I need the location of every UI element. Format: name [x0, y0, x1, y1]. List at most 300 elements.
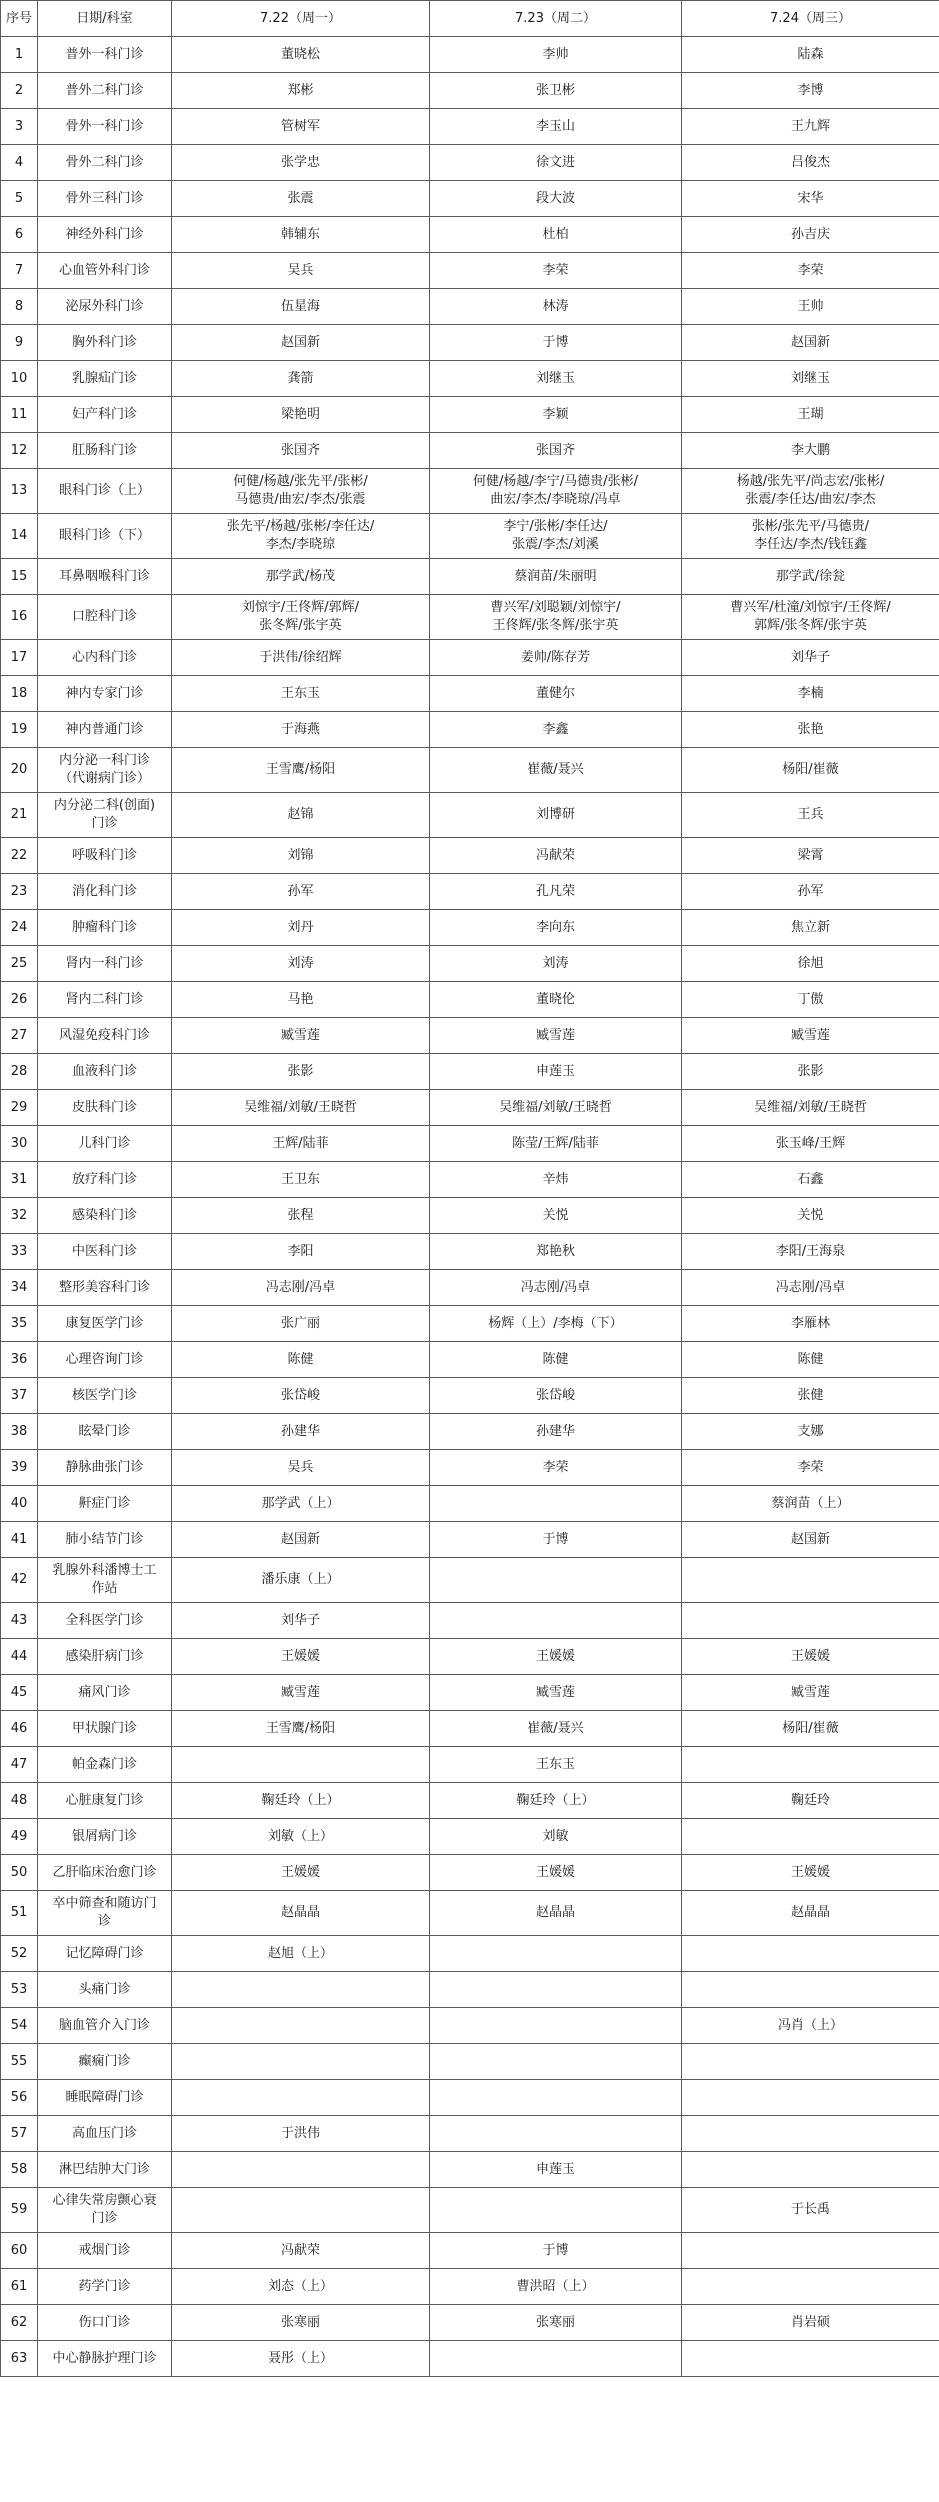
table-row: [1, 2044, 939, 2080]
day-2-doctors: [430, 1603, 682, 1639]
day-3-doctors: 那学武/徐瓮: [682, 559, 939, 595]
department-name: 骨外二科门诊: [38, 145, 172, 181]
department-name: 整形美容科门诊: [38, 1270, 172, 1306]
day-2-doctors: 董晓伦: [430, 982, 682, 1018]
day-3-doctors: [682, 1936, 939, 1972]
table-row: [1, 181, 939, 217]
department-name: 神内普通门诊: [38, 712, 172, 748]
department-name: 中心静脉护理门诊: [38, 2341, 172, 2377]
day-3-doctors: 丁傲: [682, 982, 939, 1018]
row-index: 44: [1, 1639, 38, 1675]
day-1-doctors: 那学武/杨茂: [172, 559, 430, 595]
day-1-doctors: 于洪伟/徐绍辉: [172, 640, 430, 676]
day-3-doctors: 宋华: [682, 181, 939, 217]
day-2-doctors: 张寒丽: [430, 2305, 682, 2341]
table-row: [1, 1234, 939, 1270]
department-name: 癫痫门诊: [38, 2044, 172, 2080]
department-name: 眼科门诊（下）: [38, 514, 172, 559]
row-index: 30: [1, 1126, 38, 1162]
row-index: 20: [1, 748, 38, 793]
table-row: [1, 2233, 939, 2269]
day-2-doctors: 李荣: [430, 253, 682, 289]
day-2-doctors: 于博: [430, 1522, 682, 1558]
day-3-doctors: 李阳/王海泉: [682, 1234, 939, 1270]
header-index: 序号: [1, 1, 38, 37]
row-index: 47: [1, 1747, 38, 1783]
day-2-doctors: 冯志刚/冯卓: [430, 1270, 682, 1306]
day-1-doctors: 那学武（上）: [172, 1486, 430, 1522]
day-3-doctors: 李荣: [682, 1450, 939, 1486]
day-1-doctors: 赵国新: [172, 1522, 430, 1558]
department-name: 痛风门诊: [38, 1675, 172, 1711]
day-3-doctors: 王帅: [682, 289, 939, 325]
department-name: 头痛门诊: [38, 1972, 172, 2008]
table-row: [1, 748, 939, 793]
table-row: [1, 1558, 939, 1603]
department-name: 口腔科门诊: [38, 595, 172, 640]
day-1-doctors: 聂彤（上）: [172, 2341, 430, 2377]
table-row: [1, 361, 939, 397]
table-row: [1, 910, 939, 946]
day-3-doctors: [682, 2152, 939, 2188]
day-3-doctors: 曹兴军/杜潼/刘惊宇/王佟辉/ 郭辉/张冬辉/张宇英: [682, 595, 939, 640]
day-3-doctors: [682, 2341, 939, 2377]
day-1-doctors: 王卫东: [172, 1162, 430, 1198]
day-2-doctors: 赵晶晶: [430, 1891, 682, 1936]
department-name: 银屑病门诊: [38, 1819, 172, 1855]
day-2-doctors: 辛炜: [430, 1162, 682, 1198]
day-3-doctors: 刘继玉: [682, 361, 939, 397]
day-1-doctors: 马艳: [172, 982, 430, 1018]
row-index: 6: [1, 217, 38, 253]
table-row: [1, 2341, 939, 2377]
day-3-doctors: 李楠: [682, 676, 939, 712]
department-name: 心血管外科门诊: [38, 253, 172, 289]
day-2-doctors: [430, 1972, 682, 2008]
department-name: 骨外一科门诊: [38, 109, 172, 145]
day-3-doctors: 陆森: [682, 37, 939, 73]
day-2-doctors: 刘继玉: [430, 361, 682, 397]
day-1-doctors: 王媛媛: [172, 1639, 430, 1675]
day-2-doctors: 蔡润苗/朱丽明: [430, 559, 682, 595]
day-2-doctors: 王媛媛: [430, 1855, 682, 1891]
department-name: 妇产科门诊: [38, 397, 172, 433]
table-row: [1, 838, 939, 874]
day-2-doctors: 林涛: [430, 289, 682, 325]
table-row: [1, 640, 939, 676]
day-1-doctors: 吴兵: [172, 1450, 430, 1486]
schedule-rows: [1, 37, 939, 2377]
department-name: 静脉曲张门诊: [38, 1450, 172, 1486]
day-3-doctors: 陈健: [682, 1342, 939, 1378]
header-day-2: 7.23（周二）: [430, 1, 682, 37]
table-row: [1, 793, 939, 838]
day-1-doctors: 刘锦: [172, 838, 430, 874]
department-name: 药学门诊: [38, 2269, 172, 2305]
row-index: 52: [1, 1936, 38, 1972]
day-3-doctors: 杨阳/崔薇: [682, 748, 939, 793]
row-index: 58: [1, 2152, 38, 2188]
table-row: [1, 1342, 939, 1378]
row-index: 2: [1, 73, 38, 109]
day-1-doctors: 冯献荣: [172, 2233, 430, 2269]
table-row: [1, 469, 939, 514]
day-2-doctors: 姜帅/陈存芳: [430, 640, 682, 676]
day-3-doctors: [682, 1603, 939, 1639]
row-index: 16: [1, 595, 38, 640]
day-1-doctors: 伍星海: [172, 289, 430, 325]
day-2-doctors: 李向东: [430, 910, 682, 946]
table-row: [1, 2008, 939, 2044]
department-name: 风湿免疫科门诊: [38, 1018, 172, 1054]
table-row: [1, 595, 939, 640]
table-row: [1, 433, 939, 469]
table-row: [1, 982, 939, 1018]
day-3-doctors: 杨阳/崔薇: [682, 1711, 939, 1747]
department-name: 肛肠科门诊: [38, 433, 172, 469]
day-3-doctors: 徐旭: [682, 946, 939, 982]
day-1-doctors: 刘丹: [172, 910, 430, 946]
day-1-doctors: 张影: [172, 1054, 430, 1090]
day-3-doctors: 鞠廷玲: [682, 1783, 939, 1819]
day-1-doctors: 王辉/陆菲: [172, 1126, 430, 1162]
department-name: 放疗科门诊: [38, 1162, 172, 1198]
day-2-doctors: 鞠廷玲（上）: [430, 1783, 682, 1819]
day-2-doctors: 申莲玉: [430, 1054, 682, 1090]
day-3-doctors: 李大鹏: [682, 433, 939, 469]
table-row: [1, 1054, 939, 1090]
day-3-doctors: 杨越/张先平/尚志宏/张彬/ 张震/李任达/曲宏/李杰: [682, 469, 939, 514]
day-3-doctors: 张彬/张先平/马德贵/ 李任达/李杰/钱钰鑫: [682, 514, 939, 559]
day-3-doctors: [682, 2116, 939, 2152]
table-row: [1, 73, 939, 109]
day-1-doctors: [172, 1972, 430, 2008]
department-name: 记忆障碍门诊: [38, 1936, 172, 1972]
day-3-doctors: 焦立新: [682, 910, 939, 946]
day-1-doctors: 刘敏（上）: [172, 1819, 430, 1855]
department-name: 乳腺疝门诊: [38, 361, 172, 397]
day-1-doctors: 吴兵: [172, 253, 430, 289]
department-name: 戒烟门诊: [38, 2233, 172, 2269]
day-1-doctors: 龚箭: [172, 361, 430, 397]
day-1-doctors: 赵旭（上）: [172, 1936, 430, 1972]
table-row: [1, 1603, 939, 1639]
table-row: [1, 217, 939, 253]
day-2-doctors: 李颖: [430, 397, 682, 433]
department-name: 伤口门诊: [38, 2305, 172, 2341]
day-2-doctors: 曹洪昭（上）: [430, 2269, 682, 2305]
day-3-doctors: 于长禹: [682, 2188, 939, 2233]
department-name: 肺小结节门诊: [38, 1522, 172, 1558]
day-2-doctors: 张国齐: [430, 433, 682, 469]
header-day-1: 7.22（周一）: [172, 1, 430, 37]
day-3-doctors: 李雁林: [682, 1306, 939, 1342]
department-name: 卒中筛查和随访门 诊: [38, 1891, 172, 1936]
department-name: 肿瘤科门诊: [38, 910, 172, 946]
department-name: 中医科门诊: [38, 1234, 172, 1270]
department-name: 内分泌一科门诊 （代谢病门诊）: [38, 748, 172, 793]
day-3-doctors: 吕俊杰: [682, 145, 939, 181]
row-index: 10: [1, 361, 38, 397]
row-index: 33: [1, 1234, 38, 1270]
day-3-doctors: 赵国新: [682, 1522, 939, 1558]
day-2-doctors: 李帅: [430, 37, 682, 73]
day-1-doctors: [172, 2008, 430, 2044]
department-name: 眩晕门诊: [38, 1414, 172, 1450]
day-2-doctors: [430, 1486, 682, 1522]
department-name: 眼科门诊（上）: [38, 469, 172, 514]
day-1-doctors: 王东玉: [172, 676, 430, 712]
day-3-doctors: 王媛媛: [682, 1639, 939, 1675]
department-name: 胸外科门诊: [38, 325, 172, 361]
department-name: 内分泌二科(创面) 门诊: [38, 793, 172, 838]
department-name: 淋巴结肿大门诊: [38, 2152, 172, 2188]
day-2-doctors: 刘博研: [430, 793, 682, 838]
department-name: 心脏康复门诊: [38, 1783, 172, 1819]
row-index: 21: [1, 793, 38, 838]
day-1-doctors: 张国齐: [172, 433, 430, 469]
day-3-doctors: 肖岩硕: [682, 2305, 939, 2341]
table-row: [1, 1378, 939, 1414]
day-1-doctors: 张广丽: [172, 1306, 430, 1342]
row-index: 13: [1, 469, 38, 514]
day-2-doctors: 郑艳秋: [430, 1234, 682, 1270]
department-name: 皮肤科门诊: [38, 1090, 172, 1126]
day-3-doctors: [682, 1819, 939, 1855]
department-name: 乳腺外科潘博士工 作站: [38, 1558, 172, 1603]
day-1-doctors: 梁艳明: [172, 397, 430, 433]
day-1-doctors: 赵晶晶: [172, 1891, 430, 1936]
day-2-doctors: [430, 2044, 682, 2080]
row-index: 7: [1, 253, 38, 289]
day-1-doctors: 韩辅东: [172, 217, 430, 253]
day-3-doctors: 赵晶晶: [682, 1891, 939, 1936]
row-index: 27: [1, 1018, 38, 1054]
day-3-doctors: 支娜: [682, 1414, 939, 1450]
day-3-doctors: [682, 2044, 939, 2080]
table-row: [1, 1270, 939, 1306]
department-name: 骨外三科门诊: [38, 181, 172, 217]
day-2-doctors: 臧雪莲: [430, 1018, 682, 1054]
table-row: [1, 676, 939, 712]
table-row: [1, 1162, 939, 1198]
row-index: 32: [1, 1198, 38, 1234]
row-index: 50: [1, 1855, 38, 1891]
day-1-doctors: 刘态（上）: [172, 2269, 430, 2305]
department-name: 感染科门诊: [38, 1198, 172, 1234]
day-2-doctors: 于博: [430, 325, 682, 361]
day-1-doctors: 张震: [172, 181, 430, 217]
day-2-doctors: [430, 1558, 682, 1603]
day-1-doctors: 刘惊宇/王佟辉/郭辉/ 张冬辉/张宇英: [172, 595, 430, 640]
table-row: [1, 1126, 939, 1162]
table-row: [1, 1819, 939, 1855]
table-row: [1, 1090, 939, 1126]
day-1-doctors: 管树军: [172, 109, 430, 145]
header-department: 日期/科室: [38, 1, 172, 37]
row-index: 24: [1, 910, 38, 946]
department-name: 康复医学门诊: [38, 1306, 172, 1342]
table-row: [1, 1450, 939, 1486]
table-row: [1, 1018, 939, 1054]
day-1-doctors: 冯志刚/冯卓: [172, 1270, 430, 1306]
day-3-doctors: 张影: [682, 1054, 939, 1090]
department-name: 乙肝临床治愈门诊: [38, 1855, 172, 1891]
department-name: 肾内二科门诊: [38, 982, 172, 1018]
day-2-doctors: 于博: [430, 2233, 682, 2269]
day-2-doctors: 王媛媛: [430, 1639, 682, 1675]
day-2-doctors: 李鑫: [430, 712, 682, 748]
day-1-doctors: 于洪伟: [172, 2116, 430, 2152]
day-1-doctors: [172, 2044, 430, 2080]
row-index: 49: [1, 1819, 38, 1855]
row-index: 59: [1, 2188, 38, 2233]
day-2-doctors: 王东玉: [430, 1747, 682, 1783]
day-3-doctors: [682, 1558, 939, 1603]
table-row: [1, 2152, 939, 2188]
day-1-doctors: 张学忠: [172, 145, 430, 181]
day-2-doctors: 冯献荣: [430, 838, 682, 874]
day-1-doctors: 于海燕: [172, 712, 430, 748]
table-row: [1, 1414, 939, 1450]
table-row: [1, 2269, 939, 2305]
row-index: 34: [1, 1270, 38, 1306]
header-row: [1, 1, 939, 37]
table-row: [1, 1675, 939, 1711]
table-row: [1, 1891, 939, 1936]
day-1-doctors: 鞠廷玲（上）: [172, 1783, 430, 1819]
day-3-doctors: 臧雪莲: [682, 1675, 939, 1711]
day-1-doctors: 王雪鹰/杨阳: [172, 748, 430, 793]
day-1-doctors: [172, 1747, 430, 1783]
department-name: 肾内一科门诊: [38, 946, 172, 982]
table-row: [1, 1306, 939, 1342]
table-row: [1, 1711, 939, 1747]
day-2-doctors: 崔薇/聂兴: [430, 1711, 682, 1747]
day-2-doctors: 张卫彬: [430, 73, 682, 109]
department-name: 脑血管介入门诊: [38, 2008, 172, 2044]
day-3-doctors: 刘华子: [682, 640, 939, 676]
department-name: 血液科门诊: [38, 1054, 172, 1090]
department-name: 耳鼻咽喉科门诊: [38, 559, 172, 595]
day-2-doctors: 李荣: [430, 1450, 682, 1486]
table-row: [1, 2116, 939, 2152]
day-3-doctors: 王兵: [682, 793, 939, 838]
table-row: [1, 1747, 939, 1783]
department-name: 神经外科门诊: [38, 217, 172, 253]
row-index: 12: [1, 433, 38, 469]
row-index: 4: [1, 145, 38, 181]
row-index: 14: [1, 514, 38, 559]
table-row: [1, 559, 939, 595]
row-index: 23: [1, 874, 38, 910]
row-index: 51: [1, 1891, 38, 1936]
day-1-doctors: 赵锦: [172, 793, 430, 838]
day-2-doctors: 董健尔: [430, 676, 682, 712]
department-name: 消化科门诊: [38, 874, 172, 910]
day-3-doctors: 王瑚: [682, 397, 939, 433]
department-name: 心律失常房颤心衰 门诊: [38, 2188, 172, 2233]
day-1-doctors: [172, 2152, 430, 2188]
day-3-doctors: 李博: [682, 73, 939, 109]
day-1-doctors: 张程: [172, 1198, 430, 1234]
day-3-doctors: 张健: [682, 1378, 939, 1414]
day-1-doctors: 王雪鹰/杨阳: [172, 1711, 430, 1747]
department-name: 普外二科门诊: [38, 73, 172, 109]
day-2-doctors: 张岱峻: [430, 1378, 682, 1414]
day-1-doctors: [172, 2080, 430, 2116]
day-2-doctors: 吴维福/刘敏/王晓哲: [430, 1090, 682, 1126]
table-row: [1, 1936, 939, 1972]
table-row: [1, 2188, 939, 2233]
row-index: 9: [1, 325, 38, 361]
row-index: 41: [1, 1522, 38, 1558]
department-name: 感染肝病门诊: [38, 1639, 172, 1675]
row-index: 15: [1, 559, 38, 595]
day-3-doctors: [682, 2269, 939, 2305]
department-name: 睡眠障碍门诊: [38, 2080, 172, 2116]
day-2-doctors: 刘涛: [430, 946, 682, 982]
row-index: 43: [1, 1603, 38, 1639]
day-2-doctors: [430, 2341, 682, 2377]
day-2-doctors: [430, 2116, 682, 2152]
row-index: 5: [1, 181, 38, 217]
table-row: [1, 2080, 939, 2116]
table-row: [1, 289, 939, 325]
day-3-doctors: 王九辉: [682, 109, 939, 145]
day-3-doctors: 蔡润苗（上）: [682, 1486, 939, 1522]
day-2-doctors: [430, 2188, 682, 2233]
day-1-doctors: 李阳: [172, 1234, 430, 1270]
row-index: 3: [1, 109, 38, 145]
day-2-doctors: 臧雪莲: [430, 1675, 682, 1711]
department-name: 核医学门诊: [38, 1378, 172, 1414]
day-2-doctors: 孙建华: [430, 1414, 682, 1450]
day-2-doctors: 刘敏: [430, 1819, 682, 1855]
department-name: 全科医学门诊: [38, 1603, 172, 1639]
table-row: [1, 253, 939, 289]
day-2-doctors: 何健/杨越/李宁/马德贵/张彬/ 曲宏/李杰/李晓琼/冯卓: [430, 469, 682, 514]
row-index: 53: [1, 1972, 38, 2008]
row-index: 31: [1, 1162, 38, 1198]
day-3-doctors: 孙军: [682, 874, 939, 910]
day-2-doctors: 关悦: [430, 1198, 682, 1234]
table-row: [1, 1972, 939, 2008]
day-3-doctors: 赵国新: [682, 325, 939, 361]
department-name: 心内科门诊: [38, 640, 172, 676]
table-row: [1, 874, 939, 910]
table-row: [1, 1639, 939, 1675]
row-index: 25: [1, 946, 38, 982]
day-1-doctors: 王媛媛: [172, 1855, 430, 1891]
day-3-doctors: 王媛媛: [682, 1855, 939, 1891]
department-name: 甲状腺门诊: [38, 1711, 172, 1747]
day-3-doctors: 李荣: [682, 253, 939, 289]
day-1-doctors: 董晓松: [172, 37, 430, 73]
day-1-doctors: 臧雪莲: [172, 1018, 430, 1054]
day-1-doctors: 张先平/杨越/张彬/李任达/ 李杰/李晓琼: [172, 514, 430, 559]
department-name: 呼吸科门诊: [38, 838, 172, 874]
department-name: 神内专家门诊: [38, 676, 172, 712]
day-2-doctors: 杨辉（上）/李梅（下）: [430, 1306, 682, 1342]
table-row: [1, 325, 939, 361]
day-3-doctors: 冯志刚/冯卓: [682, 1270, 939, 1306]
day-3-doctors: 臧雪莲: [682, 1018, 939, 1054]
table-row: [1, 1855, 939, 1891]
row-index: 60: [1, 2233, 38, 2269]
row-index: 62: [1, 2305, 38, 2341]
table-row: [1, 2305, 939, 2341]
